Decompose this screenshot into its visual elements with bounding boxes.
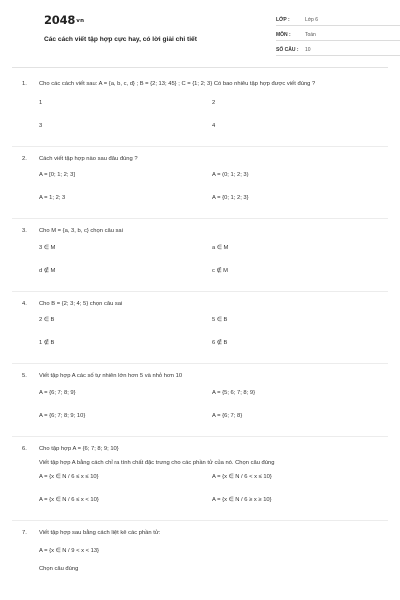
question-text: Cho tập hợp A = {6; 7; 8; 9; 10} (39, 445, 119, 452)
question-subtext: Viết tập hợp A bằng cách chỉ ra tính chất đặc trưng cho các phần tử của nó. Chọn câu đúng (39, 460, 275, 466)
question-text: Cho các cách viết sau: A = {a, b, c, d} ; B = {2; 13; 45} ; C = {1; 2; 3} Có bao nhiêu tập hợp được viết đúng ? (39, 81, 316, 87)
option-a[interactable]: A = {6; 7; 8; 9} (39, 389, 76, 396)
question-7 (0, 529, 400, 574)
question-subtext: Chọn câu đúng (39, 565, 79, 572)
options-grid (39, 241, 400, 287)
question-subtext: A = {x ∈ N / 9 < x < 13} (39, 547, 99, 554)
header-divider (12, 67, 388, 68)
option-c[interactable]: d ∉ M (39, 267, 56, 274)
question-1 (0, 80, 400, 142)
info-value: 10 (305, 47, 311, 53)
page-title: Các cách viết tập hợp cực hay, có lời giải chi tiết (44, 36, 197, 43)
option-c[interactable]: A = 1; 2; 3 (39, 195, 66, 201)
question-stem (22, 300, 400, 310)
question-text: Viết tập hợp sau bằng cách liệt kê các phần tử: (39, 530, 161, 536)
option-b[interactable]: a ∈ M (212, 244, 229, 251)
option-c[interactable]: A = {x ∈ N / 6 ≤ x < 10} (39, 497, 99, 503)
option-a[interactable]: A = {x ∈ N / 6 ≤ x ≤ 10} (39, 474, 99, 480)
option-b[interactable]: 5 ∈ B (212, 317, 228, 323)
question-number: 3. (22, 228, 27, 234)
question-stem (22, 80, 400, 90)
info-panel (276, 14, 400, 59)
question-2 (0, 155, 400, 215)
logo-suffix: vn (76, 17, 85, 24)
options-grid (39, 470, 400, 516)
question-number: 7. (22, 530, 27, 536)
question-5 (0, 372, 400, 432)
question-stem (22, 445, 400, 455)
option-a[interactable]: A = [0; 1; 2; 3] (39, 172, 75, 178)
option-d[interactable]: 6 ∉ B (212, 340, 228, 346)
info-row-count (276, 44, 400, 56)
option-c[interactable]: 1 ∉ B (39, 340, 55, 346)
question-number: 5. (22, 373, 27, 379)
option-c[interactable]: A = {6; 7; 8; 9; 10} (39, 412, 86, 419)
option-b[interactable]: A = (0; 1; 2; 3) (212, 172, 249, 178)
question-stem (22, 372, 400, 382)
option-b[interactable]: 2 (212, 99, 216, 106)
question-text: Viết tập hợp A các số tự nhiên lớn hơn 5 và nhỏ hơn 10 (39, 373, 183, 379)
question-stem (22, 155, 400, 165)
question-list (0, 80, 400, 574)
options-grid (39, 168, 400, 214)
option-d[interactable]: c ∉ M (212, 267, 228, 274)
options-grid (39, 96, 400, 142)
question-number: 2. (22, 155, 27, 162)
option-d[interactable]: A = {6; 7; 8} (212, 412, 243, 419)
question-number: 1. (22, 81, 27, 87)
option-c[interactable]: 3 (39, 122, 43, 129)
site-logo[interactable] (44, 13, 84, 27)
option-a[interactable]: 1 (39, 99, 43, 106)
question-4 (0, 300, 400, 360)
option-b[interactable]: A = {5; 6; 7; 8; 9} (212, 389, 256, 396)
question-text: Cho M = {a, 3, b, c} chọn câu sai (39, 228, 123, 234)
option-b[interactable]: A = {x ∈ N / 6 < x ≤ 10} (212, 474, 272, 480)
info-value: Toán (305, 32, 316, 38)
info-label: MÔN : (276, 32, 291, 38)
logo-text: 2048 (44, 13, 76, 27)
question-stem (22, 227, 400, 237)
info-row-subject (276, 29, 400, 41)
option-d[interactable]: A = {0; 1; 2; 3} (212, 195, 249, 201)
question-text: Cách viết tập hợp nào sau đâu đúng ? (39, 155, 138, 162)
option-d[interactable]: 4 (212, 122, 216, 129)
info-value: Lớp 6 (305, 17, 319, 23)
question-number: 6. (22, 445, 27, 452)
question-stem (22, 529, 400, 539)
worksheet-header (22, 0, 382, 68)
option-d[interactable]: A = {x ∈ N / 6 ≥ x ≥ 10} (212, 497, 272, 503)
question-number: 4. (22, 300, 27, 307)
info-label: LỚP : (276, 17, 290, 23)
options-grid (39, 386, 400, 432)
option-a[interactable]: 3 ∈ M (39, 244, 56, 251)
options-grid (39, 313, 400, 359)
question-6 (0, 445, 400, 517)
info-row-grade (276, 14, 400, 26)
question-3 (0, 227, 400, 287)
info-label: SỐ CÂU : (276, 47, 299, 53)
option-a[interactable]: 2 ∈ B (39, 317, 55, 323)
question-text: Cho B = {2; 3; 4; 5} chọn câu sai (39, 300, 123, 307)
